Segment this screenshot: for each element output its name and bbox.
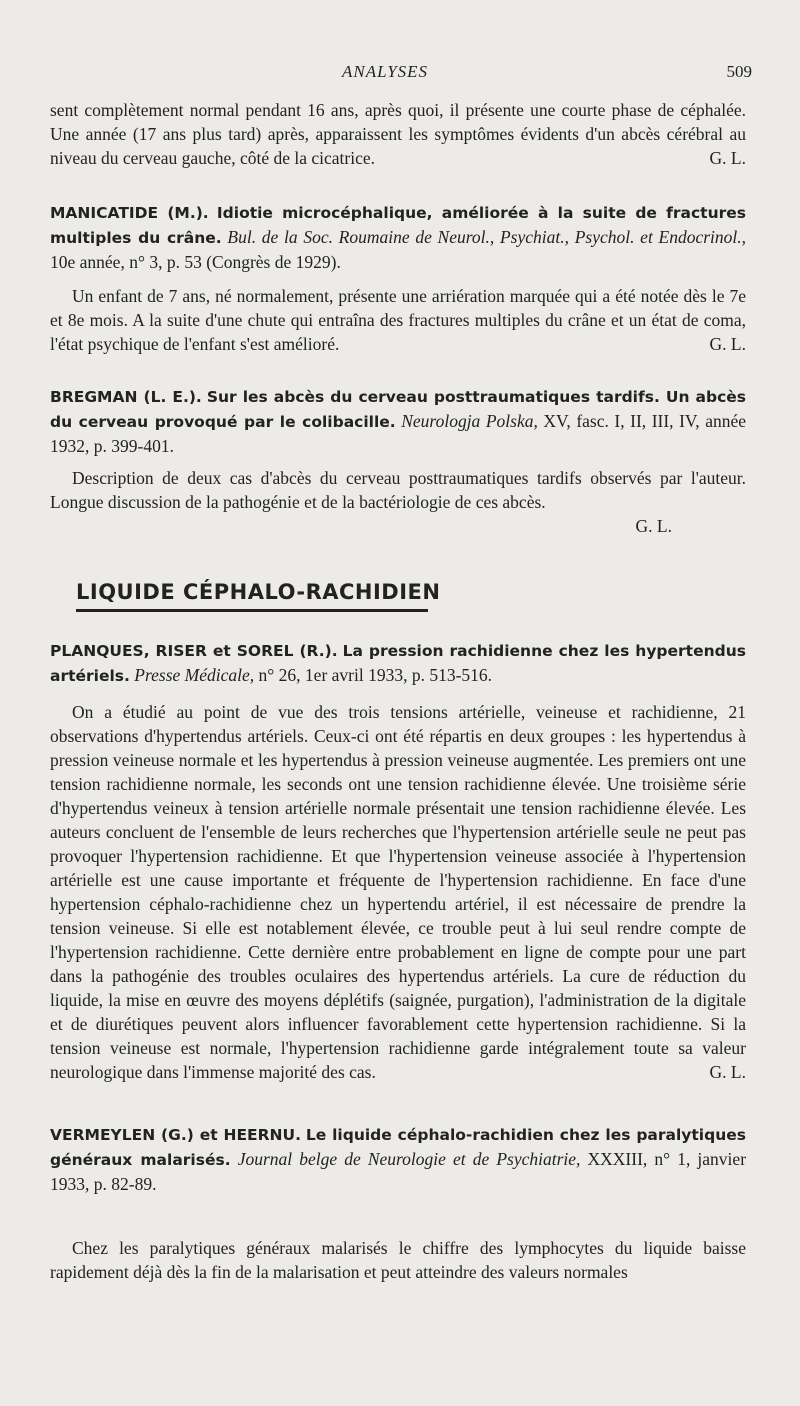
section-heading-underline <box>76 609 428 612</box>
entry-abstract: Description de deux cas d'abcès du cerveau posttraumatiques tardifs observés par l'auteur. Longue discussion de la pathogénie et de la bactériologie de ces abcès. <box>50 468 746 512</box>
entry-bregman <box>50 384 746 458</box>
entry-signature: G. L. <box>635 516 672 536</box>
entry-details: n° 26, 1er avril 1933, p. 513-516. <box>258 665 493 685</box>
entry-heading <box>50 1122 746 1196</box>
entry-vermeylen <box>50 1122 746 1196</box>
entry-source: Presse Médicale, <box>134 665 255 685</box>
entry-planques <box>50 638 746 688</box>
entry-title: Sur les abcès du cerveau posttraumatiques tardifs. Un abcès du cerveau provoqué par le colibacille. <box>50 388 747 431</box>
entry-planques-abstract <box>50 700 746 1084</box>
entry-signature: G. L. <box>709 334 746 354</box>
entry-source: Bul. de la Soc. Roumaine de Neurol., Psychiat., Psychol. et Endocrinol., <box>227 227 746 247</box>
entry-abstract <box>50 700 746 1084</box>
entry-heading <box>50 200 746 274</box>
entry-abstract <box>50 284 746 356</box>
entry-title: Le liquide céphalo-rachidien chez les paralytiques généraux malarisés. <box>50 1126 746 1169</box>
entry-authors: BREGMAN (L. E.). <box>50 388 202 406</box>
entry-abstract-text: Un enfant de 7 ans, né normalement, présente une arriération marquée qui a été notée dès le 7e et 8e mois. A la suite d'une chute qui entraîna des fractures multiples du crâne et un état de coma, l'état psychique de l'enfant s'est amélioré. <box>50 286 746 354</box>
intro-signature: G. L. <box>709 148 746 168</box>
entry-source: Journal belge de Neurologie et de Psychiatrie, <box>237 1149 581 1169</box>
intro-text: sent complètement normal pendant 16 ans, après quoi, il présente une courte phase de céphalée. Une année (17 ans plus tard) après, apparaissent les symptômes évidents d'un abcès cérébral au niveau du cerveau gauche, côté de la cicatrice. <box>50 100 746 168</box>
entry-manicatide <box>50 200 746 274</box>
entry-authors: VERMEYLEN (G.) et HEERNU. <box>50 1126 302 1144</box>
entry-source: Neurologja Polska, <box>401 411 538 431</box>
entry-authors: PLANQUES, RISER et SOREL (R.). <box>50 642 338 660</box>
section-heading: LIQUIDE CÉPHALO-RACHIDIEN <box>76 580 441 604</box>
intro-paragraph-block <box>50 98 746 170</box>
entry-abstract: Chez les paralytiques généraux malarisés le chiffre des lymphocytes du liquide baisse rapidement déjà dès la fin de la malarisation et peut atteindre des valeurs normales <box>50 1238 746 1282</box>
entry-heading <box>50 638 746 688</box>
entry-title: La pression rachidienne chez les hypertendus artériels. <box>50 642 746 685</box>
entry-manicatide-abstract <box>50 284 746 356</box>
entry-details: XXXIII, n° 1, janvier 1933, p. 82-89. <box>50 1149 747 1194</box>
entry-bregman-abstract <box>50 466 746 538</box>
entry-abstract-text: On a étudié au point de vue des trois tensions artérielle, veineuse et rachidienne, 21 observations d'hypertendus artériels. Ceux-ci ont été répartis en deux groupes : les hypertendus à pression veineuse normale et les hypertendus à pression veineuse augmentée. Les premiers ont une tension rachidienne normale, les seconds ont une tension rachidienne élevée. Une troisième série d'hypertendus veineux à tension artérielle normale présentait une tension rachidienne élevée. Les auteurs concluent de l'ensemble de leurs recherches que l'hypertension artérielle seule ne peut pas provoquer l'hypertension rachidienne. Et que l'hypertension veineuse associée à l'hypertension artérielle est une cause importante et fréquente de l'hypertension rachidienne. En face d'une hypertension céphalo-rachidienne chez un hypertendu artériel, il est nécessaire de prendre la tension veineuse. Si elle est notablement élevée, ce trouble peut à lui seul rendre compte de l'hypertension rachidienne. Cette dernière entre probablement en ligne de compte pour une part dans la pathogénie des troubles oculaires des hypertendus artériels. La cure de réduction du liquide, la mise en œuvre des moyens déplétifs (saignée, purgation), l'administration de la digitale et de diurétiques peuvent alors influencer favorablement cette hypertension rachidienne. Si la tension veineuse est normale, l'hypertension rachidienne garde intégralement toute sa valeur neurologique dans l'immense majorité des cas. <box>50 702 746 1082</box>
entry-details: 10e année, n° 3, p. 53 (Congrès de 1929). <box>50 252 341 272</box>
intro-paragraph <box>50 98 746 170</box>
entry-details: XV, fasc. I, II, III, IV, année 1932, p. 399-401. <box>50 411 746 456</box>
entry-signature: G. L. <box>709 1062 746 1082</box>
running-header <box>0 60 800 86</box>
running-title: ANALYSES <box>342 62 429 81</box>
entry-vermeylen-abstract <box>50 1236 746 1284</box>
page-number: 509 <box>726 62 752 81</box>
entry-heading <box>50 384 746 458</box>
entry-title: Idiotie microcéphalique, améliorée à la suite de fractures multiples du crâne. <box>50 204 747 247</box>
entry-authors: MANICATIDE (M.). <box>50 204 209 222</box>
